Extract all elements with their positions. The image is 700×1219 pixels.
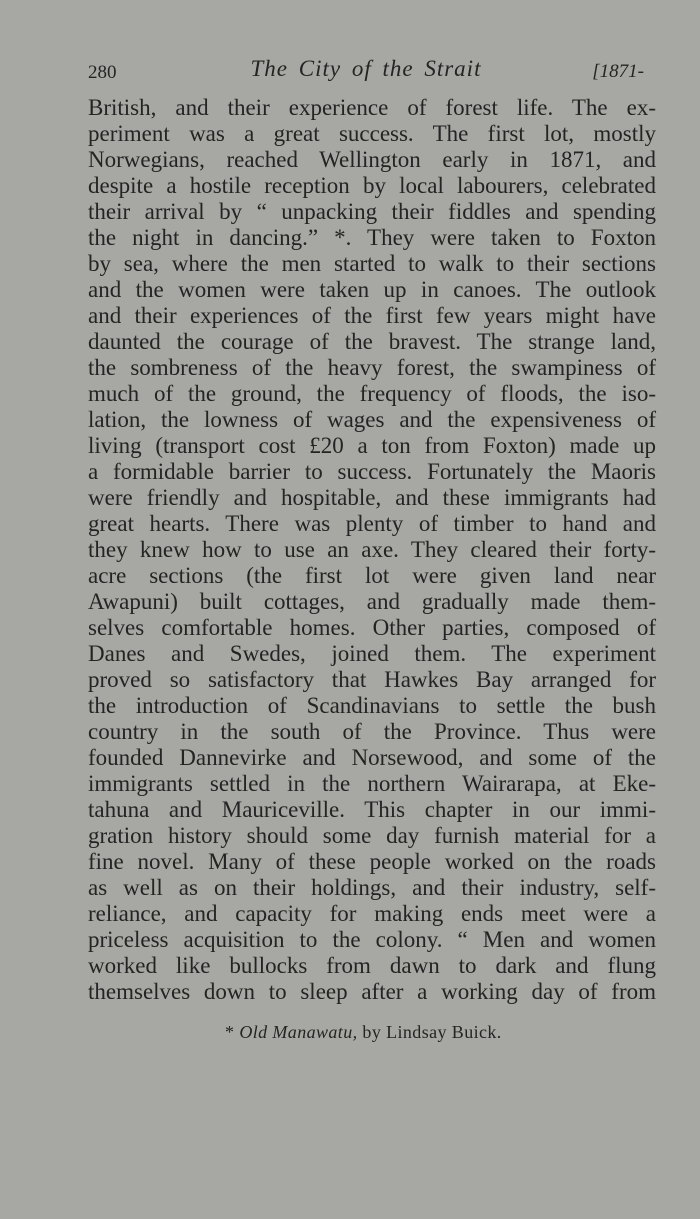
text-line: they knew how to use an axe. They cleared their forty-: [88, 537, 656, 562]
footnote-author: by Lindsay Buick.: [357, 1022, 502, 1042]
text-line: their arrival by “ unpacking their fiddles and spending: [88, 199, 656, 224]
text-line: Awapuni) built cottages, and gradually made them-: [88, 589, 656, 614]
text-line: selves comfortable homes. Other parties, composed of: [88, 615, 656, 640]
running-head: [88, 56, 644, 88]
text-line: founded Dannevirke and Norsewood, and some of the: [88, 745, 656, 770]
footnote-title: Old Manawatu,: [239, 1022, 358, 1042]
text-line: country in the south of the Province. Thus were: [88, 719, 656, 744]
running-title: The City of the Strait: [250, 56, 482, 81]
body-text: [88, 95, 656, 1005]
text-line: worked like bullocks from dawn to dark and flung: [88, 953, 656, 978]
footnote-marker: *: [225, 1022, 240, 1042]
text-line: fine novel. Many of these people worked on the roads: [88, 849, 656, 874]
text-line: acre sections (the first lot were given land near: [88, 563, 656, 588]
text-line: reliance, and capacity for making ends meet were a: [88, 901, 656, 926]
text-line: great hearts. There was plenty of timber to hand and: [88, 511, 656, 536]
text-line: were friendly and hospitable, and these immigrants had: [88, 485, 656, 510]
footnote: [225, 1022, 502, 1043]
text-line: lation, the lowness of wages and the expensiveness of: [88, 407, 656, 432]
text-line: and their experiences of the first few years might have: [88, 303, 656, 328]
text-line: the introduction of Scandinavians to settle the bush: [88, 693, 656, 718]
text-line: daunted the courage of the bravest. The strange land,: [88, 329, 656, 354]
text-line: periment was a great success. The first lot, mostly: [88, 121, 656, 146]
text-line: by sea, where the men started to walk to their sections: [88, 251, 656, 276]
text-line: themselves down to sleep after a working day of from: [88, 979, 656, 1004]
text-line: despite a hostile reception by local labourers, celebrated: [88, 173, 656, 198]
text-line: gration history should some day furnish material for a: [88, 823, 656, 848]
text-line: Norwegians, reached Wellington early in 1871, and: [88, 147, 656, 172]
text-line: immigrants settled in the northern Wairarapa, at Eke-: [88, 771, 656, 796]
text-line: living (transport cost £20 a ton from Foxton) made up: [88, 433, 656, 458]
text-line: proved so satisfactory that Hawkes Bay arranged for: [88, 667, 656, 692]
text-line: as well as on their holdings, and their industry, self-: [88, 875, 656, 900]
text-line: much of the ground, the frequency of floods, the iso-: [88, 381, 656, 406]
text-line: the night in dancing.” *. They were taken to Foxton: [88, 225, 656, 250]
text-line: priceless acquisition to the colony. “ Men and women: [88, 927, 656, 952]
text-line: British, and their experience of forest life. The ex-: [88, 95, 656, 120]
text-line: Danes and Swedes, joined them. The experiment: [88, 641, 656, 666]
page-number: 280: [88, 62, 117, 83]
text-line: the sombreness of the heavy forest, the swampiness of: [88, 355, 656, 380]
text-line: and the women were taken up in canoes. The outlook: [88, 277, 656, 302]
text-line: a formidable barrier to success. Fortunately the Maoris: [88, 459, 656, 484]
running-year: [1871-: [592, 61, 644, 82]
text-line: tahuna and Mauriceville. This chapter in our immi-: [88, 797, 656, 822]
